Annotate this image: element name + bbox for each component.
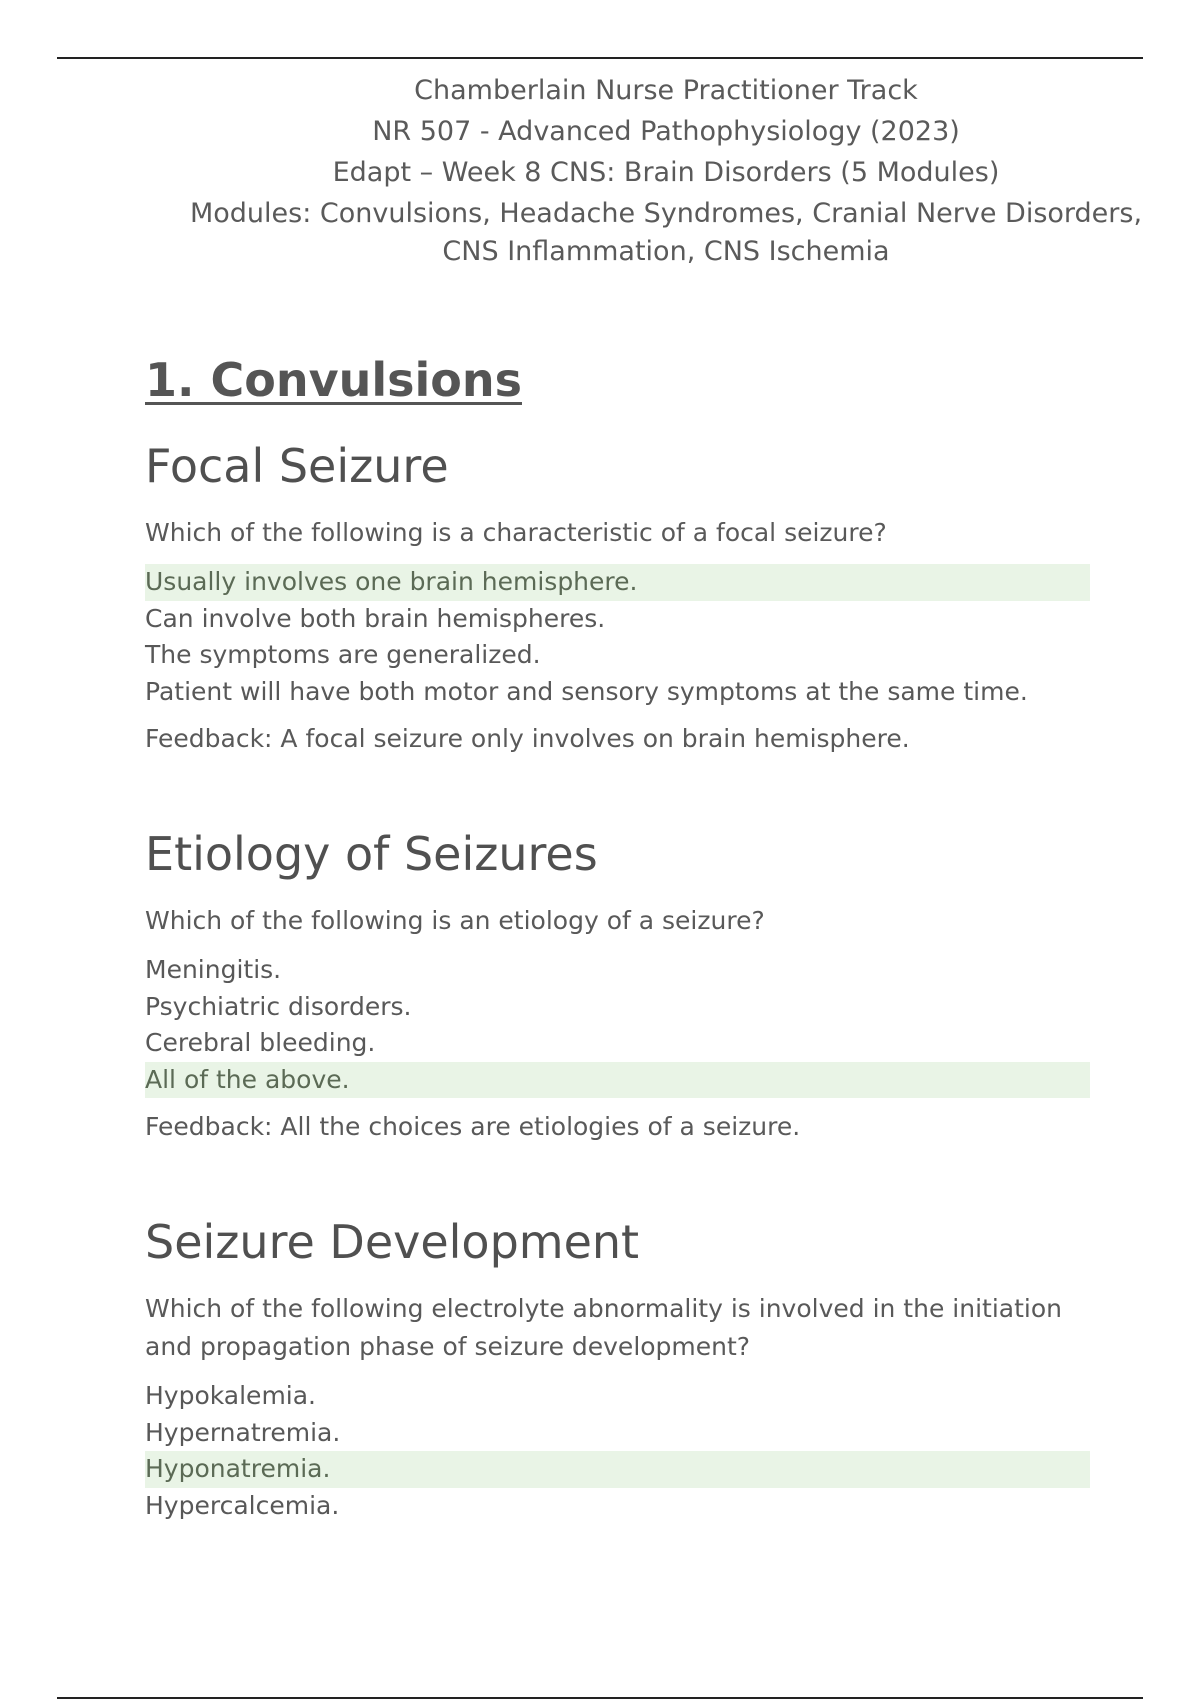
- answer-option: Can involve both brain hemispheres.: [145, 603, 606, 633]
- answer-option: Hypercalcemia.: [145, 1490, 340, 1520]
- document-header: [160, 70, 1172, 271]
- question-feedback: Feedback: All the choices are etiologies of a seizure.: [145, 1112, 801, 1141]
- answer-options: [145, 952, 1090, 1098]
- question-prompt: Which of the following is an etiology of a seizure?: [145, 906, 765, 935]
- document-body: [145, 348, 1090, 1590]
- question-heading: Focal Seizure: [145, 439, 449, 493]
- question-prompt: Which of the following is a characteristic of a focal seizure?: [145, 518, 887, 547]
- answer-option-correct: Usually involves one brain hemisphere.: [145, 564, 1090, 601]
- answer-options: [145, 1378, 1090, 1524]
- answer-option: Cerebral bleeding.: [145, 1028, 376, 1057]
- header-week: Edapt – Week 8 CNS: Brain Disorders (5 Modules): [332, 157, 1000, 188]
- question-heading: Seizure Development: [145, 1215, 640, 1269]
- top-rule: [57, 57, 1143, 59]
- header-course: NR 507 - Advanced Pathophysiology (2023): [372, 116, 960, 147]
- bottom-rule: [57, 1697, 1143, 1699]
- question-block: [145, 824, 1090, 1146]
- section-title: 1. Convulsions: [145, 353, 522, 407]
- answer-option: Hypernatremia.: [145, 1417, 341, 1447]
- answer-option: Patient will have both motor and sensory symptoms at the same time.: [145, 676, 1028, 706]
- answer-option: The symptoms are generalized.: [145, 640, 541, 669]
- header-modules: Modules: Convulsions, Headache Syndromes, Cranial Nerve Disorders, CNS Inflammation, CNS Ischemia: [189, 198, 1143, 267]
- answer-option: Meningitis.: [145, 955, 282, 984]
- answer-options: [145, 564, 1090, 710]
- answer-option: Psychiatric disorders.: [145, 991, 412, 1021]
- question-block: [145, 1212, 1090, 1524]
- answer-option-correct: All of the above.: [145, 1062, 1090, 1099]
- answer-option: Hypokalemia.: [145, 1381, 317, 1410]
- header-institution: Chamberlain Nurse Practitioner Track: [414, 75, 918, 106]
- answer-option-correct: Hyponatremia.: [145, 1451, 1090, 1488]
- question-feedback: Feedback: A focal seizure only involves on brain hemisphere.: [145, 724, 910, 753]
- question-block: [145, 436, 1090, 758]
- question-prompt: Which of the following electrolyte abnormality is involved in the initiation and propagation phase of seizure development?: [145, 1294, 1062, 1361]
- question-heading: Etiology of Seizures: [145, 827, 598, 881]
